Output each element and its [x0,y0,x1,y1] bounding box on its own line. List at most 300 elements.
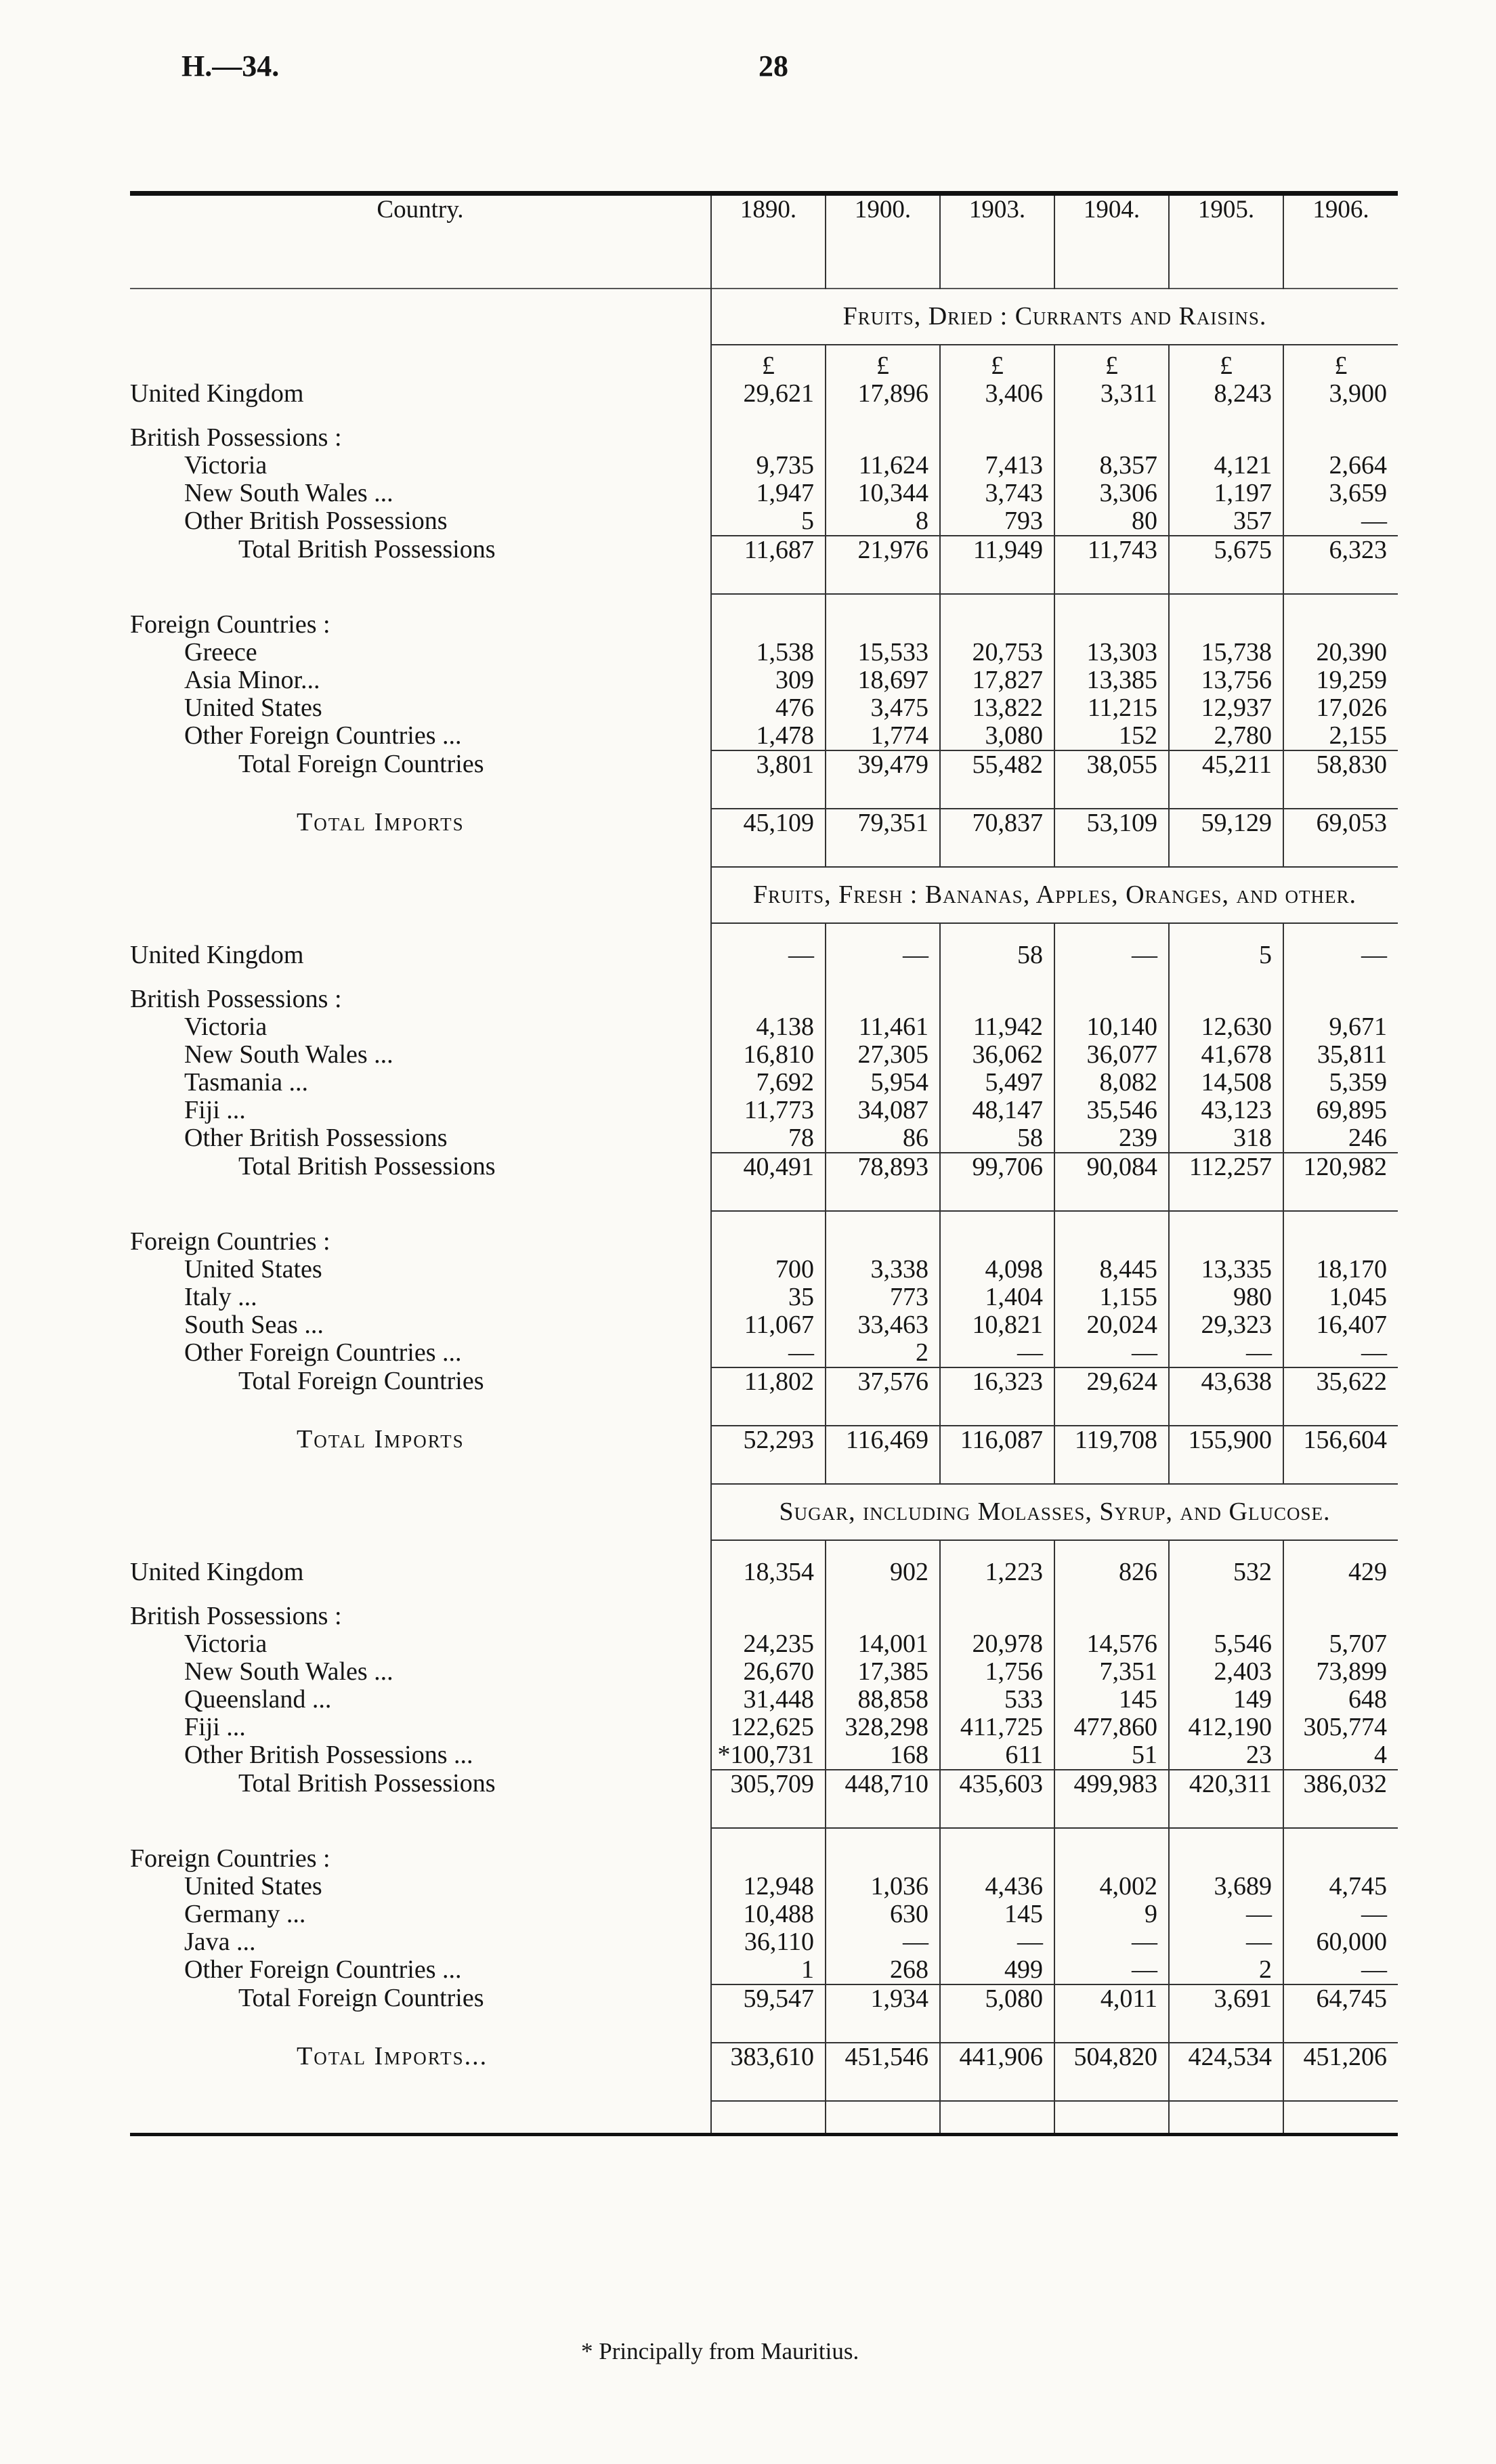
value-cell: 3,691 [1169,1984,1283,2043]
value-cell: 29,323 [1169,1311,1283,1339]
table-row [130,1256,1398,1283]
table-row [130,1873,1398,1900]
value-cell: 55,482 [940,750,1054,809]
value-cell: 1,036 [826,1873,940,1900]
value-cell: 5,359 [1283,1069,1398,1097]
blank-cell [711,1540,826,1558]
group-heading-row [130,985,1398,1013]
value-cell: 86 [826,1124,940,1153]
value-cell: 477,860 [1054,1714,1169,1741]
value-cell: 4,138 [711,1013,826,1041]
blank-cell [711,594,826,611]
value-cell: 611 [940,1741,1054,1770]
value-cell: 412,190 [1169,1714,1283,1741]
value-cell: 9,671 [1283,1013,1398,1041]
row-label: Queensland ... [184,1686,332,1714]
blank-cell [1283,1540,1398,1558]
value-cell [1283,611,1398,639]
value-cell: 80 [1054,507,1169,536]
value-cell: 116,087 [940,1426,1054,1484]
value-cell: 630 [826,1900,940,1928]
value-cell: 38,055 [1054,750,1169,809]
blank-cell [940,1828,1054,1845]
value-cell [826,1602,940,1630]
row-label: Germany ... [184,1900,306,1928]
currency-symbol: £ [1054,345,1169,380]
value-cell [1169,1602,1283,1630]
value-cell: 78 [711,1124,826,1153]
blank-cell [1283,594,1398,611]
blank-cell [1054,2101,1169,2135]
gap-row [130,1828,1398,1845]
row-label: Total British Possessions [238,1770,496,1798]
section-title: Fruits, Fresh : Bananas, Apples, Oranges, and other. [711,867,1398,923]
table-row [130,941,1398,969]
row-label: Total British Possessions [238,536,496,564]
value-cell [711,985,826,1013]
table-row [130,452,1398,480]
blank-cell [1169,923,1283,941]
blank-cell [1054,923,1169,941]
blank-cell [826,1540,940,1558]
value-cell: 112,257 [1169,1153,1283,1211]
currency-symbol: £ [826,345,940,380]
value-cell: 476 [711,694,826,722]
value-cell [711,1228,826,1256]
table-row [130,380,1398,408]
row-label: Foreign Countries : [130,1845,330,1873]
currency-symbol: £ [1283,345,1398,380]
value-cell: 29,621 [711,380,826,408]
value-cell: 13,385 [1054,666,1169,694]
value-cell: — [1169,1339,1283,1367]
value-cell: — [1283,1900,1398,1928]
blank-cell [711,1828,826,1845]
blank-cell [130,1828,711,1845]
value-cell: 10,140 [1054,1013,1169,1041]
table-row [130,1900,1398,1928]
table-row [130,1311,1398,1339]
value-cell: 1,538 [711,639,826,666]
value-cell: 305,709 [711,1770,826,1828]
row-label: United States [184,1256,322,1283]
value-cell: 122,625 [711,1714,826,1741]
value-cell: 7,413 [940,452,1054,480]
value-cell: 13,303 [1054,639,1169,666]
value-cell [1054,1602,1169,1630]
blank-cell [1169,1828,1283,1845]
value-cell: 435,603 [940,1770,1054,1828]
value-cell: 52,293 [711,1426,826,1484]
country-column-header: Country. [377,196,464,224]
row-label: Other British Possessions ... [184,1741,473,1769]
value-cell: 14,576 [1054,1630,1169,1658]
blank-cell [940,2101,1054,2135]
value-cell: 156,604 [1283,1426,1398,1484]
value-cell: 12,630 [1169,1013,1283,1041]
value-cell: 8,082 [1054,1069,1169,1097]
value-cell: 1,478 [711,722,826,750]
value-cell: 34,087 [826,1097,940,1124]
value-cell: — [826,941,940,969]
row-label: Total Foreign Countries [238,750,484,778]
row-label: United Kingdom [130,1558,304,1586]
spacer-row [130,1540,1398,1558]
total-row [130,809,1398,867]
value-cell [940,1602,1054,1630]
total-row [130,2043,1398,2101]
row-label: Total Foreign Countries [238,1367,484,1395]
value-cell: 4,002 [1054,1873,1169,1900]
value-cell: 1,197 [1169,480,1283,507]
value-cell: 26,670 [711,1658,826,1686]
blank-cell [1054,1540,1169,1558]
blank-cell [1283,923,1398,941]
total-row [130,1153,1398,1211]
currency-symbol: £ [1169,345,1283,380]
value-cell [1283,1602,1398,1630]
value-cell: 4,098 [940,1256,1054,1283]
row-label: New South Wales ... [184,480,393,507]
table-row [130,480,1398,507]
value-cell: 17,827 [940,666,1054,694]
value-cell: 45,109 [711,809,826,867]
value-cell: 90,084 [1054,1153,1169,1211]
value-cell: — [1054,1928,1169,1956]
row-label: United Kingdom [130,380,304,408]
value-cell: 980 [1169,1283,1283,1311]
table-row [130,1558,1398,1586]
table-end-row [130,2101,1398,2135]
value-cell [826,985,940,1013]
value-cell: 152 [1054,722,1169,750]
blank-cell [826,1211,940,1228]
value-cell: 533 [940,1686,1054,1714]
value-cell: 16,810 [711,1041,826,1069]
value-cell: 7,351 [1054,1658,1169,1686]
blank-cell [1169,1586,1283,1602]
value-cell: 27,305 [826,1041,940,1069]
row-label: British Possessions : [130,985,342,1013]
row-label: Tasmania ... [184,1069,309,1097]
value-cell: — [1054,941,1169,969]
value-cell: 35 [711,1283,826,1311]
value-cell: 11,215 [1054,694,1169,722]
value-cell: 328,298 [826,1714,940,1741]
value-cell: 60,000 [1283,1928,1398,1956]
value-cell: — [826,1928,940,1956]
blank-cell [826,969,940,985]
blank-cell [826,594,940,611]
blank-cell [1169,1211,1283,1228]
value-cell: 20,024 [1054,1311,1169,1339]
value-cell: 16,407 [1283,1311,1398,1339]
value-cell: 2,664 [1283,452,1398,480]
value-cell [940,1228,1054,1256]
value-cell: 9,735 [711,452,826,480]
row-label: Foreign Countries : [130,1228,330,1256]
table-row [130,1097,1398,1124]
value-cell: 429 [1283,1558,1398,1586]
value-cell [711,424,826,452]
value-cell: 10,344 [826,480,940,507]
value-cell: 116,469 [826,1426,940,1484]
value-cell: 53,109 [1054,809,1169,867]
imports-table [130,191,1398,2136]
value-cell: 5,546 [1169,1630,1283,1658]
blank-cell [1169,1540,1283,1558]
value-cell: 239 [1054,1124,1169,1153]
value-cell: 11,687 [711,536,826,594]
value-cell [1054,424,1169,452]
table-row [130,507,1398,536]
value-cell [826,1845,940,1873]
row-label: Victoria [184,1013,268,1041]
row-label: New South Wales ... [184,1041,393,1069]
value-cell: 13,335 [1169,1256,1283,1283]
blank-cell [1054,1586,1169,1602]
value-cell: *100,731 [711,1741,826,1770]
value-cell: 3,475 [826,694,940,722]
value-cell: 1,756 [940,1658,1054,1686]
blank-cell [1169,408,1283,424]
blank-cell [711,1211,826,1228]
value-cell: 3,801 [711,750,826,809]
value-cell: 14,508 [1169,1069,1283,1097]
row-label: United States [184,1873,322,1900]
value-cell: 10,488 [711,1900,826,1928]
value-cell: — [1283,507,1398,536]
row-label: Total British Possessions [238,1153,496,1181]
value-cell: 70,837 [940,809,1054,867]
value-cell: 11,773 [711,1097,826,1124]
group-heading-row [130,1845,1398,1873]
blank-cell [130,969,711,985]
value-cell: 11,942 [940,1013,1054,1041]
blank-cell [1283,408,1398,424]
row-label: Total Imports [297,1426,465,1453]
value-cell: 51 [1054,1741,1169,1770]
value-cell: — [940,1339,1054,1367]
value-cell: 9 [1054,1900,1169,1928]
value-cell: 17,026 [1283,694,1398,722]
value-cell: 17,385 [826,1658,940,1686]
row-label: Total Imports... [297,2043,488,2070]
year-header: 1900. [826,194,940,289]
value-cell [711,1845,826,1873]
value-cell: 12,937 [1169,694,1283,722]
value-cell: 383,610 [711,2043,826,2101]
value-cell: 14,001 [826,1630,940,1658]
table-row [130,666,1398,694]
value-cell: 268 [826,1956,940,1984]
value-cell: 12,948 [711,1873,826,1900]
value-cell: 5,707 [1283,1630,1398,1658]
value-cell: 318 [1169,1124,1283,1153]
blank-cell [1054,969,1169,985]
blank-cell [826,923,940,941]
blank-cell [940,969,1054,985]
value-cell: 4,745 [1283,1873,1398,1900]
value-cell [826,424,940,452]
value-cell: 145 [940,1900,1054,1928]
value-cell [1283,1845,1398,1873]
row-label: Other British Possessions [184,1124,448,1152]
table-row [130,1686,1398,1714]
blank-cell [130,1211,711,1228]
value-cell: 19,259 [1283,666,1398,694]
value-cell: 120,982 [1283,1153,1398,1211]
value-cell [1283,1228,1398,1256]
value-cell: 48,147 [940,1097,1054,1124]
value-cell: 40,491 [711,1153,826,1211]
blank-cell [711,408,826,424]
value-cell: 23 [1169,1741,1283,1770]
blank-cell [1054,408,1169,424]
year-header: 1904. [1054,194,1169,289]
value-cell: 73,899 [1283,1658,1398,1686]
year-header: 1890. [711,194,826,289]
row-label: Total Foreign Countries [238,1984,484,2012]
blank-cell [1169,969,1283,985]
blank-cell [1283,969,1398,985]
currency-symbol: £ [711,345,826,380]
row-label: Fiji ... [184,1714,246,1741]
section-title: Sugar, including Molasses, Syrup, and Glucose. [711,1484,1398,1540]
gap-row [130,969,1398,985]
row-label: Victoria [184,452,268,480]
value-cell: 499,983 [1054,1770,1169,1828]
value-cell: 41,678 [1169,1041,1283,1069]
value-cell: 18,354 [711,1558,826,1586]
value-cell: 2,155 [1283,722,1398,750]
row-label: United Kingdom [130,941,304,969]
blank-cell [1169,594,1283,611]
value-cell: 3,659 [1283,480,1398,507]
value-cell: 20,753 [940,639,1054,666]
value-cell: 43,638 [1169,1367,1283,1426]
value-cell: — [940,1928,1054,1956]
row-label: British Possessions : [130,424,342,452]
value-cell [1169,1228,1283,1256]
value-cell: 3,900 [1283,380,1398,408]
total-row [130,1426,1398,1484]
value-cell: 36,062 [940,1041,1054,1069]
value-cell [1283,985,1398,1013]
value-cell: 69,053 [1283,809,1398,867]
blank-cell [130,408,711,424]
value-cell: — [1283,1956,1398,1984]
value-cell: 11,624 [826,452,940,480]
value-cell: 20,978 [940,1630,1054,1658]
row-label: Other Foreign Countries ... [184,722,462,750]
value-cell [1169,611,1283,639]
value-cell: 29,624 [1054,1367,1169,1426]
blank-cell [1283,1828,1398,1845]
value-cell: 6,323 [1283,536,1398,594]
blank-cell [711,969,826,985]
blank-cell [130,1586,711,1602]
value-cell: 2 [1169,1956,1283,1984]
blank-cell [711,1586,826,1602]
value-cell: 773 [826,1283,940,1311]
value-cell: — [711,941,826,969]
value-cell [1169,985,1283,1013]
value-cell: — [1169,1928,1283,1956]
row-label: Victoria [184,1630,268,1658]
value-cell: 37,576 [826,1367,940,1426]
row-label: Italy ... [184,1283,257,1311]
value-cell [1169,424,1283,452]
value-cell: 3,689 [1169,1873,1283,1900]
row-label: Other British Possessions [184,507,448,535]
table-row [130,1714,1398,1741]
value-cell: 35,546 [1054,1097,1169,1124]
value-cell: 1,404 [940,1283,1054,1311]
row-label: South Seas ... [184,1311,324,1339]
table-row [130,1041,1398,1069]
value-cell: 4 [1283,1741,1398,1770]
value-cell: 3,338 [826,1256,940,1283]
value-cell: 11,949 [940,536,1054,594]
value-cell [940,424,1054,452]
footnote: * Principally from Mauritius. [581,2338,859,2364]
year-header: 1906. [1283,194,1398,289]
value-cell: 3,406 [940,380,1054,408]
blank-cell [711,923,826,941]
gap-row [130,408,1398,424]
value-cell: 448,710 [826,1770,940,1828]
value-cell: 420,311 [1169,1770,1283,1828]
blank-cell [940,1211,1054,1228]
group-heading-row [130,1602,1398,1630]
value-cell: 2 [826,1339,940,1367]
value-cell: 246 [1283,1124,1398,1153]
blank-cell [1169,2101,1283,2135]
row-label: British Possessions : [130,1602,342,1630]
value-cell: 31,448 [711,1686,826,1714]
value-cell [1054,1228,1169,1256]
table-row [130,1283,1398,1311]
value-cell: 11,743 [1054,536,1169,594]
row-label: Foreign Countries : [130,611,330,639]
value-cell: — [1283,1339,1398,1367]
table-row [130,1630,1398,1658]
blank-cell [130,2101,711,2135]
total-row [130,1367,1398,1426]
value-cell: 1,155 [1054,1283,1169,1311]
value-cell: 3,743 [940,480,1054,507]
value-cell: 155,900 [1169,1426,1283,1484]
value-cell: 1 [711,1956,826,1984]
total-row [130,536,1398,594]
column-header-row [130,194,1398,289]
year-header: 1905. [1169,194,1283,289]
value-cell: 99,706 [940,1153,1054,1211]
total-row [130,1770,1398,1828]
row-label: Total Imports [297,809,465,836]
value-cell: 357 [1169,507,1283,536]
value-cell: 2,403 [1169,1658,1283,1686]
blank-cell [130,923,711,941]
value-cell: 79,351 [826,809,940,867]
blank-cell [1283,2101,1398,2135]
value-cell [826,1228,940,1256]
blank-cell [826,408,940,424]
value-cell: 11,067 [711,1311,826,1339]
value-cell: 43,123 [1169,1097,1283,1124]
value-cell: 1,045 [1283,1283,1398,1311]
